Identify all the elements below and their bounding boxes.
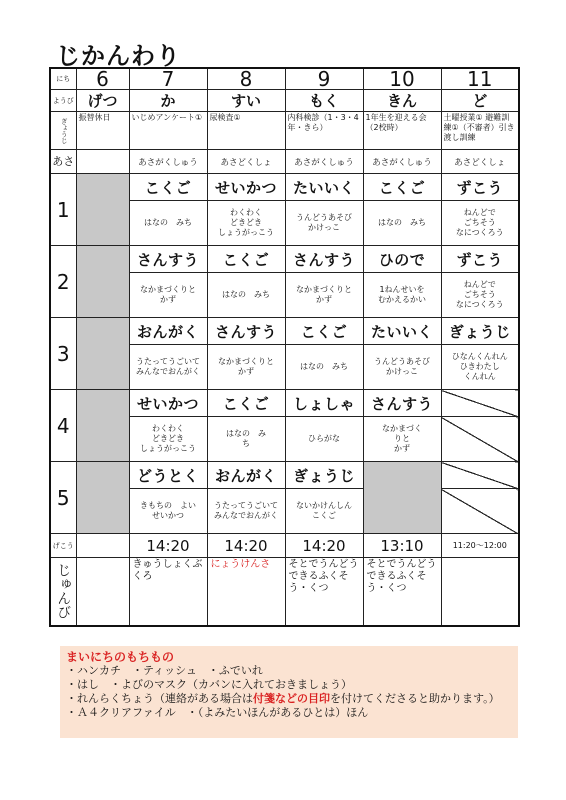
content-cell: ないかけんしん こくご — [285, 489, 363, 534]
empty-cell — [76, 462, 129, 534]
weekday-cell: げつ — [76, 90, 129, 112]
subject-cell: さんすう — [285, 246, 363, 273]
empty-cell — [76, 246, 129, 318]
weekday-cell: か — [129, 90, 207, 112]
content-cell: 1ねんせいを むかえるかい — [363, 273, 441, 318]
daily-items-box — [60, 646, 518, 738]
period-number: 1 — [50, 174, 76, 246]
daily-items-line — [66, 692, 512, 706]
period-subject-row — [50, 174, 519, 201]
subject-cell: たいいく — [363, 318, 441, 345]
subject-cell: ずこう — [441, 246, 519, 273]
date-cell: 7 — [129, 68, 207, 90]
weekday-cell: もく — [285, 90, 363, 112]
date-cell: 11 — [441, 68, 519, 90]
subject-cell: せいかつ — [129, 390, 207, 417]
subject-cell: こくご — [129, 174, 207, 201]
junbi-label: じゅんび — [55, 563, 72, 620]
gyouji-label — [50, 112, 76, 150]
subject-cell: ずこう — [441, 174, 519, 201]
event-cell: 尿検査① — [207, 112, 285, 150]
content-cell: きもちの よい せいかつ — [129, 489, 207, 534]
period-number: 3 — [50, 318, 76, 390]
weekday-cell: きん — [363, 90, 441, 112]
empty-slashed-cell — [441, 417, 519, 462]
date-cell: 6 — [76, 68, 129, 90]
subject-cell: さんすう — [363, 390, 441, 417]
empty-cell — [363, 462, 441, 534]
asa-cell — [76, 150, 129, 174]
empty-slashed-cell — [441, 489, 519, 534]
date-cell: 8 — [207, 68, 285, 90]
empty-slashed-cell — [441, 390, 519, 417]
gekou-time: 11:20〜12:00 — [441, 534, 519, 558]
daily-items-line: ・ハンカチ ・ティッシュ ・ふでいれ — [66, 664, 263, 677]
timetable — [49, 67, 520, 627]
content-cell: わくわく どきどき しょうがっこう — [207, 201, 285, 246]
empty-cell — [76, 318, 129, 390]
gekou-time: 14:20 — [129, 534, 207, 558]
content-cell: はなの みち — [207, 273, 285, 318]
subject-cell: こくご — [363, 174, 441, 201]
gekou-time: 13:10 — [363, 534, 441, 558]
gekou-label: げこう — [50, 534, 76, 558]
date-cell: 9 — [285, 68, 363, 90]
content-cell: なかまづくりと かず — [285, 273, 363, 318]
subject-cell: ぎょうじ — [441, 318, 519, 345]
subject-cell: おんがく — [207, 462, 285, 489]
period-subject-row — [50, 462, 519, 489]
subject-cell: しょしゃ — [285, 390, 363, 417]
content-cell: うたってうごいて みんなでおんがく — [129, 345, 207, 390]
subject-cell: さんすう — [207, 318, 285, 345]
subject-cell: ひので — [363, 246, 441, 273]
daily-items-text: ・れんらくちょう（連絡がある場合は — [66, 692, 253, 705]
gekou-time — [76, 534, 129, 558]
content-cell: うんどうあそび かけっこ — [285, 201, 363, 246]
empty-cell — [76, 174, 129, 246]
content-cell: はなの みち — [363, 201, 441, 246]
event-cell: 振替休日 — [76, 112, 129, 150]
page-title: じかんわり — [56, 42, 181, 70]
asa-cell: あさどくしょ — [207, 150, 285, 174]
period-number: 4 — [50, 390, 76, 462]
gekou-time: 14:20 — [207, 534, 285, 558]
asa-cell: あさがくしゅう — [129, 150, 207, 174]
content-cell: はなの みち — [129, 201, 207, 246]
content-cell: ひなんくんれん ひきわたし くんれん — [441, 345, 519, 390]
period-subject-row — [50, 318, 519, 345]
junbi-cell — [76, 558, 129, 626]
subject-cell: さんすう — [129, 246, 207, 273]
junbi-cell: にょうけんさ — [207, 558, 285, 626]
event-cell: 土曜授業① 避難訓練①（不審者）引き渡し訓練 — [441, 112, 519, 150]
asa-cell: あさがくしゅう — [285, 150, 363, 174]
asa-label: あさ — [50, 150, 76, 174]
content-cell: はなの み ち — [207, 417, 285, 462]
youbi-label: ようび — [50, 90, 76, 112]
content-cell: わくわく どきどき しょうがっこう — [129, 417, 207, 462]
weekday-cell: ど — [441, 90, 519, 112]
subject-cell: たいいく — [285, 174, 363, 201]
content-cell: ねんどで ごちそう なにつくろう — [441, 273, 519, 318]
gyouji-label-text: ぎょうじ — [59, 117, 68, 144]
period-number: 5 — [50, 462, 76, 534]
junbi-cell: きゅうしょくぶくろ — [129, 558, 207, 626]
period-subject-row — [50, 246, 519, 273]
subject-cell: ぎょうじ — [285, 462, 363, 489]
subject-cell: こくご — [285, 318, 363, 345]
content-cell: ひらがな — [285, 417, 363, 462]
subject-cell: せいかつ — [207, 174, 285, 201]
date-row — [50, 68, 519, 90]
daily-items-line: ・はし ・よびのマスク（カバンに入れておきましょう） — [66, 678, 352, 691]
event-cell: いじめアンケート① — [129, 112, 207, 150]
empty-slashed-cell — [441, 462, 519, 489]
weekday-cell: すい — [207, 90, 285, 112]
event-cell: 内科検診（1・3・4年・きら） — [285, 112, 363, 150]
daily-items-line: ・Ａ４クリアファイル ・（よみたいほんがあるひとは）ほん — [66, 706, 369, 719]
asa-cell: あさどくしょ — [441, 150, 519, 174]
daily-items-text: を付けてくださると助かります。） — [330, 692, 500, 705]
content-cell: うたってうごいて みんなでおんがく — [207, 489, 285, 534]
asa-row — [50, 150, 519, 174]
content-cell: なかまづく りと かず — [363, 417, 441, 462]
content-cell: うんどうあそび かけっこ — [363, 345, 441, 390]
empty-cell — [76, 390, 129, 462]
subject-cell: こくご — [207, 246, 285, 273]
junbi-cell: そとでうんどうできるふくそう・くつ — [285, 558, 363, 626]
nichi-label: にち — [50, 68, 76, 90]
event-row — [50, 112, 519, 150]
junbi-cell: そとでうんどうできるふくそう・くつ — [363, 558, 441, 626]
junbi-row — [50, 558, 519, 626]
junbi-cell — [441, 558, 519, 626]
period-number: 2 — [50, 246, 76, 318]
period-subject-row — [50, 390, 519, 417]
gekou-row — [50, 534, 519, 558]
date-cell: 10 — [363, 68, 441, 90]
daily-items-heading: まいにちのもちもの — [66, 650, 175, 664]
junbi-label-cell — [50, 558, 76, 626]
event-cell: 1年生を迎える会（2校時） — [363, 112, 441, 150]
subject-cell: こくご — [207, 390, 285, 417]
subject-cell: どうとく — [129, 462, 207, 489]
content-cell: はなの みち — [285, 345, 363, 390]
gekou-time: 14:20 — [285, 534, 363, 558]
asa-cell: あさがくしゅう — [363, 150, 441, 174]
content-cell: ねんどで ごちそう なにつくろう — [441, 201, 519, 246]
highlight-text: 付箋などの目印 — [253, 692, 330, 705]
content-cell: なかまづくりと かず — [129, 273, 207, 318]
weekday-row — [50, 90, 519, 112]
content-cell: なかまづくりと かず — [207, 345, 285, 390]
subject-cell: おんがく — [129, 318, 207, 345]
